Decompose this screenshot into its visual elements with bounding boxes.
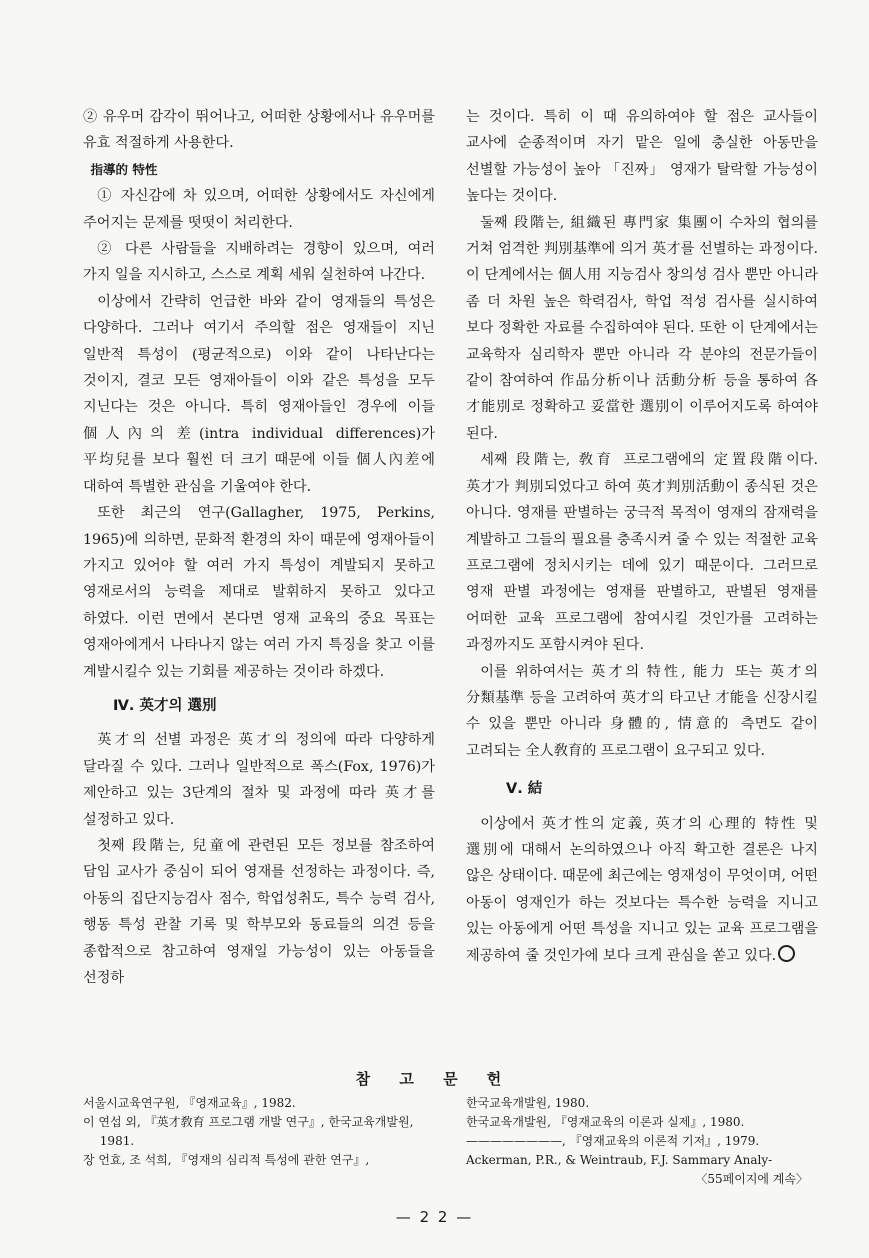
reference-item: 이 연섭 외, 『英才敎育 프로그램 개발 연구』, 한국교육개발원, 1981. bbox=[83, 1115, 414, 1148]
paragraph-text: 이상에서 英才性의 定義, 英才의 心理的 特性 및 選別에 대해서 논의하였으나 아직 확고한 결론은 나지 않은 상태이다. 때문에 최근에는 영재성이 무엇이며, 어떤 아동이 영재인가 하는 것보다는 특수한 능력을 지니고 있는 아동에게 어떤 특성을 지니고 있는 교육 프로그램을 제공하여 줄 것인가에 보다 크게 관심을 쏟고 있다. bbox=[466, 815, 818, 964]
paragraph: 세째 段階는, 敎育 프로그램에의 定置段階이다. 英才가 判別되었다고 하여 英才判別活動이 종식된 것은 아니다. 영재를 판별하는 궁극적 목적이 영재의 잠재력을 계발하고 그들의 필요를 충족시켜 줄 수 있는 적절한 교육 프로그램에 정치시키는 데에 있기 때문이다. 그러므로 영재 판별 과정에는 영재를 판별하고, 판별된 영재를 어떠한 교육 프로그램에 참여시킬 것인가를 고려하는 과정까지도 포함시켜야 된다. bbox=[466, 452, 818, 654]
paragraph: 둘째 段階는, 組織된 專門家 集團이 수차의 협의를 거쳐 엄격한 判別基準에 의거 英才를 선별하는 과정이다. 이 단계에서는 個人用 지능검사 창의성 검사 뿐만 아니라 좀 더 차원 높은 학력검사, 학업 적성 검사를 실시하여 보다 정확한 자료를 수집하여야 된다. 또한 이 단계에서는 교육학자 심리학자 뿐만 아니라 각 분야의 전문가들이 같이 참여하여 作品分析이나 活動分析 등을 통하여 各 才能別로 정확하고 妥當한 選別이 이루어지도록 하여야 된다. bbox=[466, 214, 818, 442]
paragraph: 또한 최근의 연구(Gallagher, 1975, Perkins, 1965)에 의하면, 문화적 환경의 차이 때문에 영재아들이 가지고 있어야 할 여러 가지 특성이 계발되지 못하고 영재로서의 능력을 제대로 발휘하지 못하고 있다고 하였다. 이런 면에서 본다면 영재 교육의 중요 목표는 영재아에게서 나타나지 않는 여러 가지 특징을 찾고 이를 계발시킬수 있는 기회를 제공하는 것이라 하겠다. bbox=[83, 505, 435, 680]
paragraph bbox=[466, 811, 818, 969]
paragraph: 英才의 선별 과정은 英才의 정의에 따라 다양하게 달라질 수 있다. 그러나 일반적으로 폭스(Fox, 1976)가 제안하고 있는 3단계의 절차 및 과정에 따라 英才를 설정하고 있다. bbox=[83, 732, 435, 828]
subheading: 指導的 特性 bbox=[90, 161, 158, 177]
page-number: — 2 2 — bbox=[395, 1208, 474, 1226]
references-right bbox=[466, 1094, 818, 1189]
right-column bbox=[466, 104, 818, 969]
section-title: Ⅴ. 結 bbox=[506, 781, 543, 798]
paragraph: 는 것이다. 특히 이 때 유의하여야 할 점은 교사들이 교사에 순종적이며 자기 맡은 일에 충실한 아동만을 선별할 가능성이 높아 「진짜」 영재가 탈락할 가능성이 높다는 것이다. bbox=[466, 109, 818, 205]
reference-item: 한국교육개발원, 『영재교육의 이론과 실제』, 1980. bbox=[466, 1115, 745, 1129]
reference-item: 서울시교육연구원, 『영재교육』, 1982. bbox=[83, 1096, 296, 1110]
reference-item: Ackerman, P.R., & Weintraub, F.J. Sammary Analy- bbox=[466, 1153, 773, 1167]
paragraph: 이를 위하여서는 英才의 特性, 能力 또는 英才의 分類基準 등을 고려하여 英才의 타고난 才能을 신장시킬 수 있을 뿐만 아니라 身體的, 情意的 측면도 같이 고려되는 全人敎育的 프로그램이 요구되고 있다. bbox=[466, 663, 818, 759]
reference-item: ————————, 『영재교육의 이론적 기저』, 1979. bbox=[466, 1134, 760, 1148]
end-mark-icon bbox=[778, 945, 795, 962]
section-title: Ⅳ. 英才의 選別 bbox=[113, 697, 217, 714]
reference-item: 한국교육개발원, 1980. bbox=[466, 1096, 590, 1110]
paragraph: ② 다른 사람들을 지배하려는 경향이 있으며, 여러 가지 일을 지시하고, 스스로 계획 세워 실천하여 나간다. bbox=[83, 241, 435, 284]
paragraph: ② 유우머 감각이 뛰어나고, 어떠한 상황에서나 유우머를 유효 적절하게 사용한다. bbox=[83, 109, 435, 152]
paragraph: 이상에서 간략히 언급한 바와 같이 영재들의 특성은 다양하다. 그러나 여기서 주의할 점은 영재들이 지닌 일반적 특성이 (평균적으로) 이와 같이 나타난다는 것이지, 결코 모든 영재아들이 이와 같은 특성을 모두 지닌다는 것은 아니다. 특히 영재아들인 경우에 이들 個人內의 差(intra individual differences)가 平均兒를 보다 훨씬 더 크기 때문에 이들 個人內差에 대하여 특별한 관심을 기울여야 한다. bbox=[83, 293, 435, 495]
left-column bbox=[83, 104, 435, 991]
references-title: 참 고 문 헌 bbox=[355, 1070, 514, 1088]
paragraph: 첫째 段階는, 兒童에 관련된 모든 정보를 참조하여 담임 교사가 중심이 되어 영재를 선정하는 과정이다. 즉, 아동의 집단지능검사 점수, 학업성취도, 특수 능력 검사, 행동 특성 관찰 기록 및 학부모와 동료들의 의견 등을 종합적으로 참고하여 영재일 가능성이 있는 아동들을 선정하 bbox=[83, 837, 435, 986]
paragraph: ① 자신감에 차 있으며, 어떠한 상황에서도 자신에게 주어지는 문제를 떳떳이 처리한다. bbox=[83, 188, 435, 231]
reference-item: 장 언효, 조 석희, 『영재의 심리적 특성에 관한 연구』, bbox=[83, 1153, 370, 1167]
references-left bbox=[83, 1094, 443, 1170]
continued-note: 〈55페이지에 계속〉 bbox=[695, 1172, 808, 1186]
